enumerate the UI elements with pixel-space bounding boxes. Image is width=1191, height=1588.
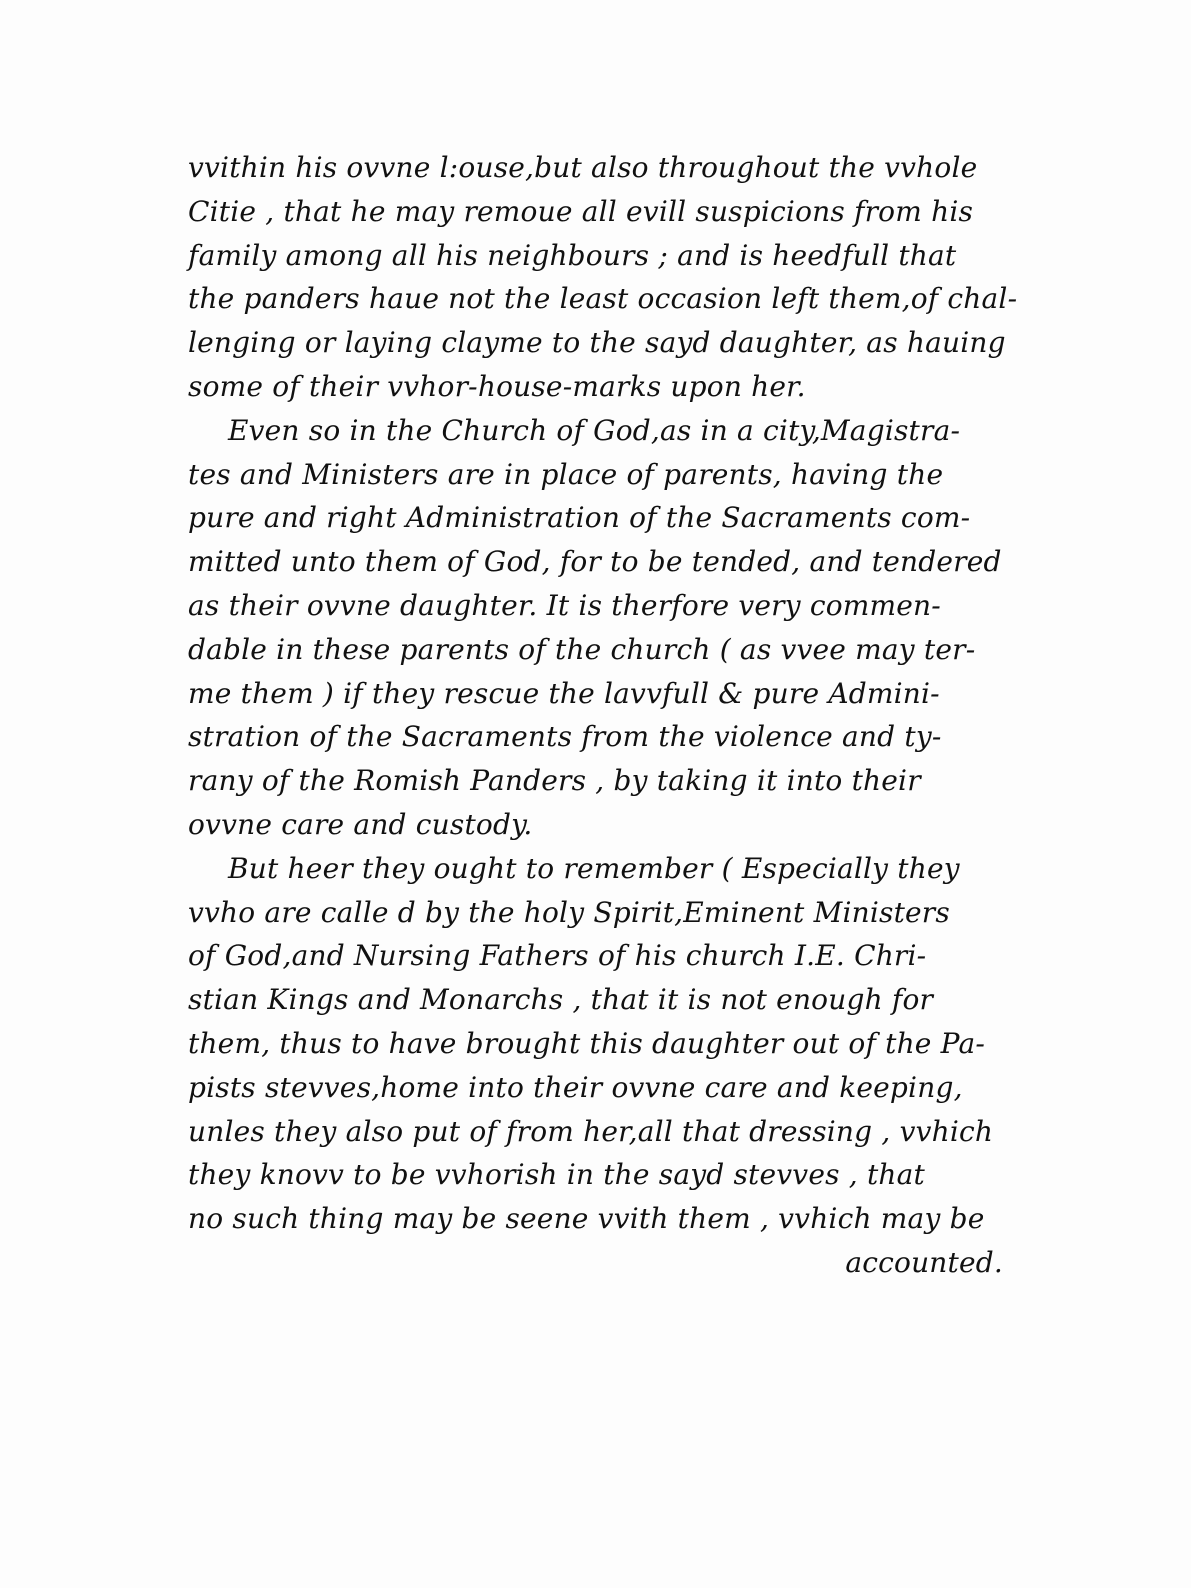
text-line: the panders haue not the least occasion left them,of chal- — [188, 282, 1018, 316]
text-line: they knovv to be vvhorish in the sayd stevves , that — [188, 1158, 925, 1192]
text-line: me them ) if they rescue the lavvfull & pure Admini- — [188, 676, 940, 710]
text-line: Even so in the Church of God,as in a city,Magistra- — [228, 413, 961, 447]
text-line: mitted unto them of God, for to be tended, and tendered — [188, 545, 1002, 579]
text-line: dable in these parents of the church ( as vvee may ter- — [188, 632, 976, 666]
text-line: stian Kings and Monarchs , that it is not enough for — [188, 983, 934, 1017]
text-line: tes and Ministers are in place of parents, having the — [188, 457, 944, 491]
text-line: them, thus to have brought this daughter out of the Pa- — [188, 1026, 986, 1060]
text-line: stration of the Sacraments from the violence and ty- — [188, 720, 942, 754]
text-line: pure and right Administration of the Sacraments com- — [188, 501, 971, 535]
text-line: Citie , that he may remoue all evill suspicions from his — [188, 194, 974, 228]
text-line: rany of the Romish Panders , by taking it into their — [188, 764, 921, 798]
text-line: pists stevves,home into their ovvne care and keeping, — [188, 1070, 963, 1104]
text-line: unles they also put of from her,all that dressing , vvhich — [188, 1114, 994, 1148]
text-line: as their ovvne daughter. It is therfore very commen- — [188, 588, 941, 622]
text-line: vvho are calle d by the holy Spirit,Eminent Ministers — [188, 895, 950, 929]
page-text — [188, 146, 1018, 1285]
text-line: lenging or laying clayme to the sayd daughter, as hauing — [188, 326, 1006, 360]
catchword: accounted. — [845, 1245, 1003, 1279]
text-line: no such thing may be seene vvith them , vvhich may be — [188, 1202, 985, 1236]
text-line: family among all his neighbours ; and is heedfull that — [188, 238, 957, 272]
text-line: of God,and Nursing Fathers of his church I.E. Chri- — [188, 939, 927, 973]
text-line: ovvne care and custody. — [188, 807, 533, 841]
text-line: But heer they ought to remember ( Especially they — [228, 851, 960, 885]
text-line: vvithin his ovvne l:ouse,but also throughout the vvhole — [188, 151, 978, 184]
text-line: some of their vvhor-house-marks upon her. — [188, 369, 806, 403]
